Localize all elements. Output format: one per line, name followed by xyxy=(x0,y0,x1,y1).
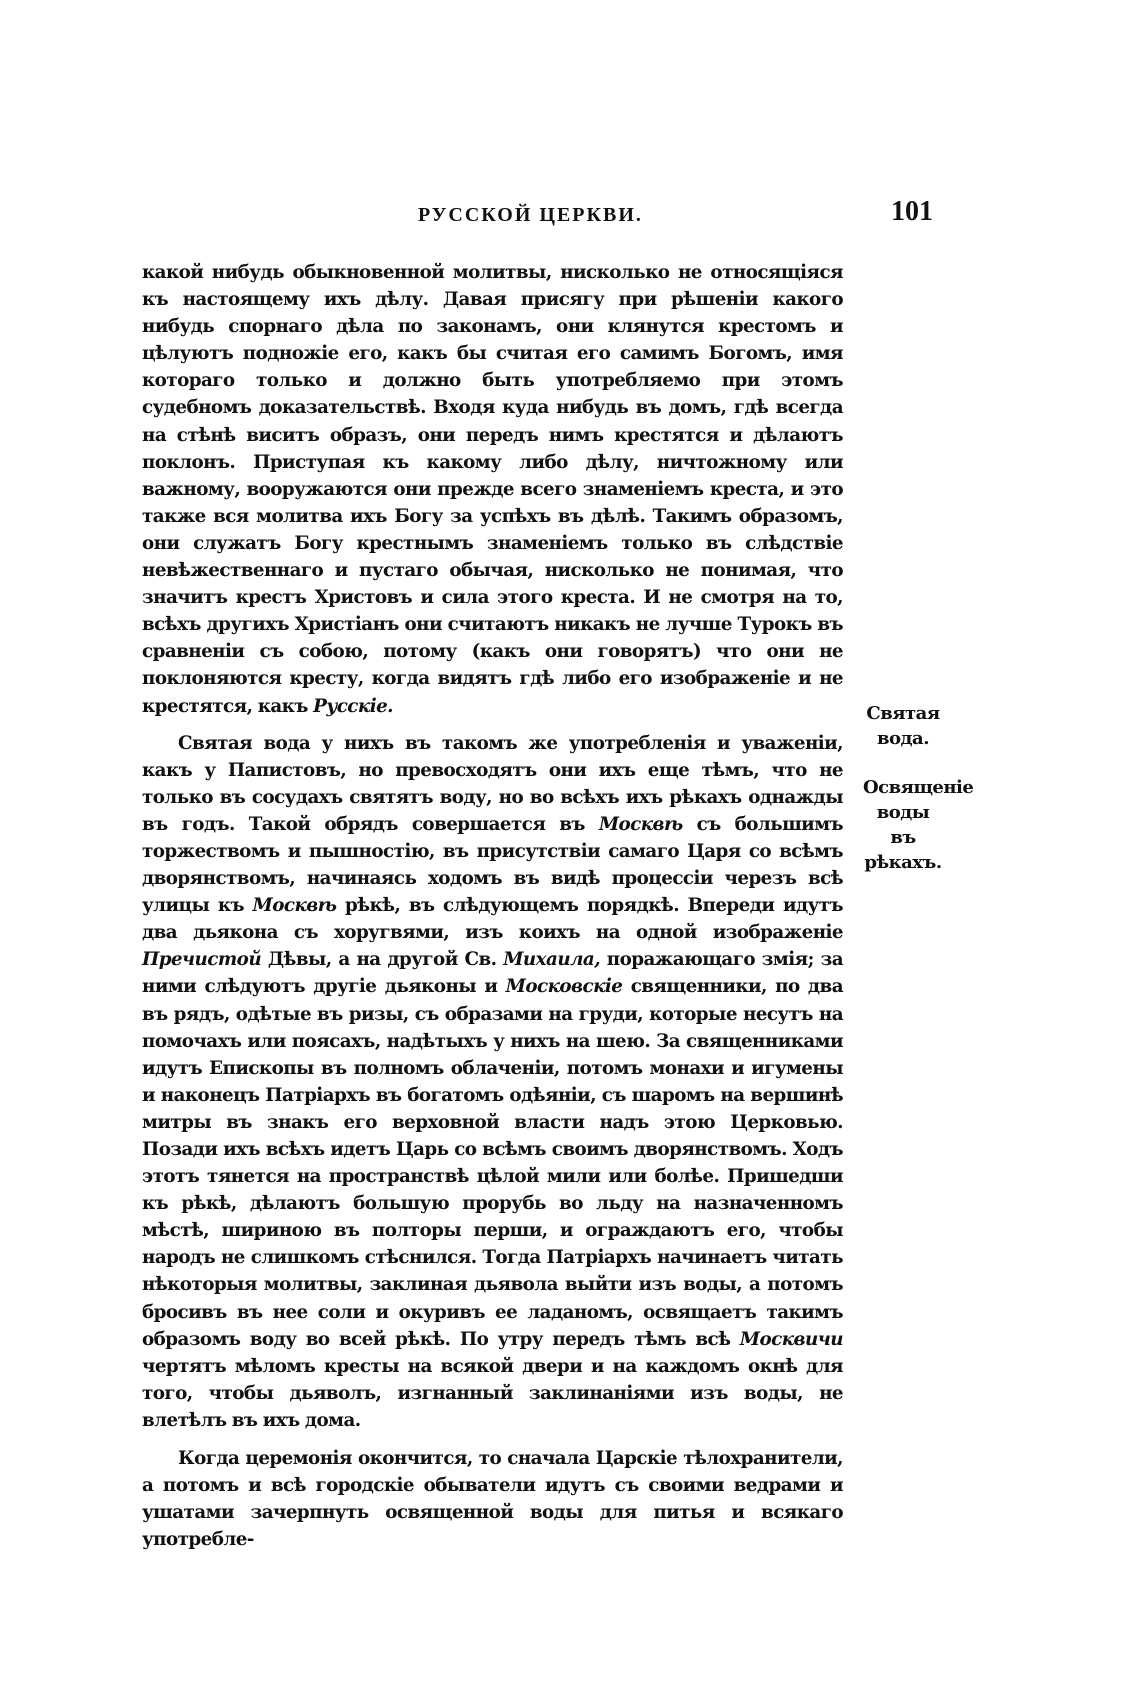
italic-word: Пречистой xyxy=(142,949,262,971)
paragraph-3 xyxy=(142,1445,843,1553)
paragraph-2-text-5: поражающаго змiя; за ними слѣдуютъ другiе дьяконы и xyxy=(142,949,844,998)
paragraph-2 xyxy=(142,730,843,1434)
italic-word: Москвичи xyxy=(739,1328,843,1350)
italic-word: Московскiе xyxy=(505,976,623,998)
page-number: 101 xyxy=(891,196,933,227)
italic-word: Москвѣ xyxy=(252,895,337,917)
paragraph-2-text-6: священники, по два въ рядъ, одѣтые въ ризы, съ образами на груди, которые несутъ на помочахъ или поясахъ, надѣтыхъ у нихъ на шею. За священниками идутъ Епископы въ полномъ облаченiи, потомъ монахи и игумены и наконецъ Патрiархъ въ богатомъ одѣянiи, съ шаромъ на вершинѣ митры въ знакъ его верховной власти надъ этою Церковью. Позади ихъ всѣхъ идетъ Царь со всѣмъ своимъ дворянствомъ. Ходъ этотъ тянется на пространствѣ цѣлой мили или болѣе. Пришедши къ рѣкѣ, дѣлаютъ большую прорубь во льду на назначенномъ мѣстѣ, шириною въ полторы перши, и ограждаютъ его, чтобы народъ не слишкомъ стѣснился. Тогда Патрiархъ начинаетъ читать нѣкоторыя молитвы, заклиная дьявола выйти изъ воды, а потомъ бросивъ въ нее соли и окуривъ ее ладаномъ, освящаетъ такимъ образомъ воду во всей рѣкѣ. По утру передъ тѣмъ всѣ xyxy=(142,976,844,1350)
paragraph-2-text-3: рѣкѣ, въ слѣдующемъ порядкѣ. Впереди идутъ два дьякона съ хоругвями, изъ коихъ на одной изображенiе xyxy=(142,895,843,944)
running-head: РУССКОЙ ЦЕРКВИ. xyxy=(418,204,643,226)
paragraph-2-text-2: съ большимъ торжествомъ и пышностiю, въ присутствiи самаго Царя со всѣмъ дворянствомъ, начинаясь ходомъ въ видѣ процессiи черезъ всѣ улицы къ xyxy=(142,813,843,917)
paragraph-3-text: Когда церемонiя окончится, то сначала Царскiе тѣлохранители, а потомъ и всѣ городскiе обыватели идутъ съ своими ведрами и ушатами зачерпнуть освященной воды для питья и всякаго употребле- xyxy=(142,1448,843,1551)
italic-word: Русскiе. xyxy=(313,695,393,717)
margin-note-holy-water: Святая вода. xyxy=(866,703,940,749)
margin-note-river-blessing: Освященiе воды въ рѣкахъ. xyxy=(863,777,974,873)
paragraph-2-text-1: Святая вода у нихъ въ такомъ же употребленiя и уваженiи, какъ у Папистовъ, но превосходятъ они ихъ еще тѣмъ, что не только въ сосудахъ святятъ воду, но во всѣхъ ихъ рѣкахъ однажды въ годъ. Такой обрядъ совершается въ xyxy=(142,732,843,835)
paragraph-1 xyxy=(142,259,843,720)
italic-word: Михаила, xyxy=(503,949,601,971)
paragraph-2-text-4: Дѣвы, а на другой Св. xyxy=(261,949,504,971)
main-text xyxy=(142,259,843,1553)
italic-word: Москвѣ xyxy=(598,813,683,835)
paragraph-1-text: какой нибудь обыкновенной молитвы, нисколько не относящiяся къ настоящему ихъ дѣлу. Давая присягу при рѣшенiи какого нибудь спорнаго дѣла по законамъ, они клянутся крестомъ и цѣлуютъ подножiе его, какъ бы считая его самимъ Богомъ, имя котораго только и должно быть употребляемо при этомъ судебномъ доказательствѣ. Входя куда нибудь въ домъ, гдѣ всегда на стѣнѣ виситъ образъ, они передъ нимъ крестятся и дѣлаютъ поклонъ. Приступая къ какому либо дѣлу, ничтожному или важному, вооружаются они прежде всего знаменiемъ креста, и это также вся молитва ихъ Богу за успѣхъ въ дѣлѣ. Такимъ образомъ, они служатъ Богу крестнымъ знаменiемъ только въ слѣдствiе невѣжественнаго и пустаго обычая, нисколько не понимая, что значитъ крестъ Христовъ и сила этого креста. И не смотря на то, всѣхъ другихъ Христiанъ они считаютъ никакъ не лучше Турокъ въ сравненiи съ собою, потому (какъ они говорятъ) что они не поклоняются кресту, когда видятъ гдѣ либо его изображенiе и не крестятся, какъ xyxy=(142,262,843,717)
paragraph-2-text-7: чертятъ мѣломъ кресты на всякой двери и на каждомъ окнѣ для того, чтобы дьяволъ, изгнанный заклинанiями изъ воды, не влетѣлъ въ ихъ дома. xyxy=(142,1355,843,1431)
